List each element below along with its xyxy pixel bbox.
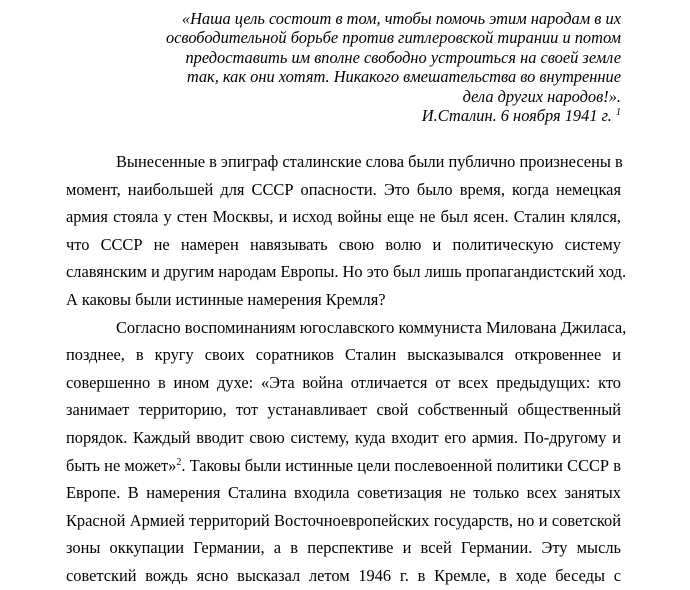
quote-end-text: быть не может»: [66, 455, 177, 475]
quote-continuation-text: . Таковы были истинные цели послевоенной политики СССР в: [181, 455, 621, 475]
epigraph: [160, 9, 621, 125]
paragraph-2: [66, 314, 627, 590]
text-line: А каковы были истинные намерения Кремля?: [66, 289, 386, 309]
text-line: [66, 452, 621, 480]
text-line: Вынесенные в эпиграф сталинские слова были публично произнесены в: [116, 152, 623, 171]
footnote-marker-2[interactable]: 2: [176, 456, 182, 468]
epigraph-line: так, как они хотят. Никакого вмешательства во внутренние: [186, 67, 621, 87]
text-line: Красной Армией территорий Восточноевропейских государств, но и советской: [66, 510, 621, 530]
epigraph-attribution-text: И.Сталин. 6 ноября 1941 г.: [421, 106, 612, 126]
epigraph-attribution: [160, 106, 621, 125]
epigraph-line: дела других народов!».: [462, 86, 621, 106]
epigraph-line: «Наша цель состоит в том, чтобы помочь этим народам в их: [181, 9, 621, 28]
footnote-marker-1[interactable]: 1: [616, 107, 621, 119]
text-line: момент, наибольшей для СССР опасности. Это было время, когда немецкая: [66, 179, 621, 199]
paragraph-1: [66, 148, 627, 314]
text-line: порядок. Каждый вводит свою систему, куда входит его армия. По-другому и: [66, 427, 621, 447]
text-line: совершенно в ином духе: «Эта война отличается от всех предыдущих: кто: [66, 372, 621, 392]
text-line: армия стояла у стен Москвы, и исход войны еще не был ясен. Сталин клялся,: [66, 207, 621, 227]
text-line: занимает территорию, тот устанавливает свой собственный общественный: [66, 400, 621, 420]
text-line: зоны оккупации Германии, а в перспективе и всей Германии. Эту мысль: [66, 538, 621, 558]
text-line: славянским и другим народам Европы. Но это был лишь пропагандистский ход.: [66, 262, 627, 282]
epigraph-line: предоставить им вполне свободно устроиться на своей земле: [185, 47, 621, 67]
text-line: позднее, в кругу своих соратников Сталин высказывался откровеннее и: [66, 345, 621, 365]
epigraph-line: освободительной борьбе против гитлеровской тирании и потом: [165, 28, 621, 48]
body-text: [66, 148, 627, 590]
text-line: советский вождь ясно высказал летом 1946 г. в Кремле, в ходе беседы с: [66, 565, 621, 585]
text-line: Согласно воспоминаниям югославского коммуниста Милована Джиласа,: [116, 317, 627, 337]
text-line: Европе. В намерения Сталина входила советизация не только всех занятых: [66, 483, 621, 503]
text-line: что СССР не намерен навязывать свою волю и политическую систему: [66, 234, 621, 254]
